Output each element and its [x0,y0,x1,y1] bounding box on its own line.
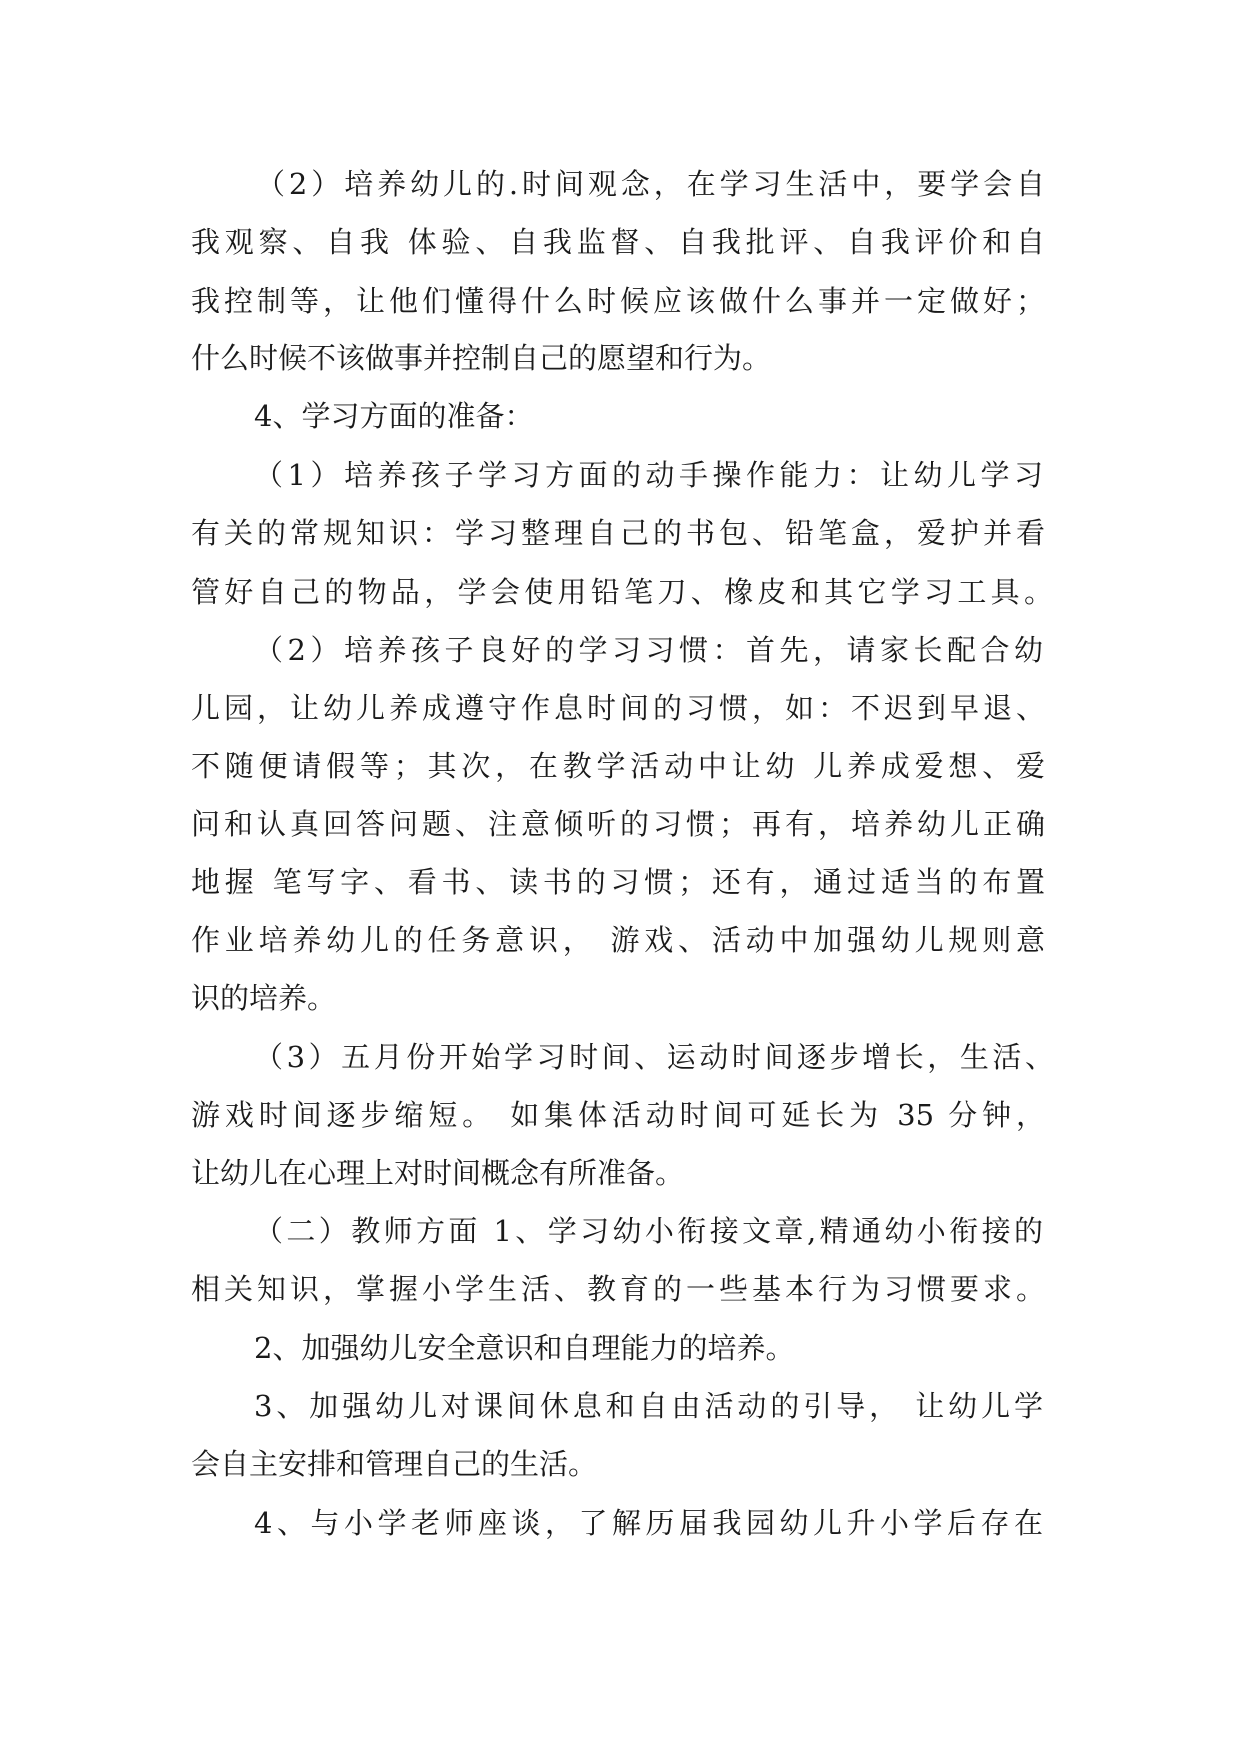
paragraph-line: （3）五月份开始学习时间、运动时间逐步增长，生活、 [254,1040,1054,1074]
paragraph-line: 不随便请假等；其次，在教学活动中让幼 儿养成爱想、爱 [191,749,1045,783]
paragraph-line: 我控制等，让他们懂得什么时候应该做什么事并一定做好； [191,284,1045,318]
paragraph-line: 3、加强幼儿对课间休息和自由活动的引导， 让幼儿学 [254,1389,1043,1423]
paragraph-line: （1）培养孩子学习方面的动手操作能力：让幼儿学习 [254,458,1043,492]
paragraph-line: 地握 笔写字、看书、读书的习惯；还有，通过适当的布置 [191,865,1045,899]
paragraph-line: 有关的常规知识：学习整理自己的书包、铅笔盒，爱护并看 [191,516,1045,550]
paragraph-line: （2）培养孩子良好的学习习惯：首先，请家长配合幼 [254,633,1043,667]
paragraph-line: 相关知识，掌握小学生活、教育的一些基本行为习惯要求。 [191,1272,1045,1306]
paragraph-line: 游戏时间逐步缩短。 如集体活动时间可延长为 35 分钟， [191,1098,1045,1132]
paragraph-line: 作业培养幼儿的任务意识， 游戏、活动中加强幼儿规则意 [191,923,1045,957]
paragraph-line: （二）教师方面 1、学习幼小衔接文章,精通幼小衔接的 [254,1214,1043,1248]
paragraph-line: 什么时候不该做事并控制自己的愿望和行为。 [191,341,772,375]
paragraph-line: 我观察、自我 体验、自我监督、自我批评、自我评价和自 [191,225,1045,259]
paragraph-line: 管好自己的物品，学会使用铅笔刀、橡皮和其它学习工具。 [191,575,1053,609]
paragraph-line: 问和认真回答问题、注意倾听的习惯；再有，培养幼儿正确 [191,807,1045,841]
section-heading: 4、学习方面的准备： [254,399,534,433]
paragraph-line: 儿园，让幼儿养成遵守作息时间的习惯，如：不迟到早退、 [191,691,1045,725]
paragraph-line: 2、加强幼儿安全意识和自理能力的培养。 [254,1331,795,1365]
paragraph-line: 4、与小学老师座谈，了解历届我园幼儿升小学后存在 [254,1506,1043,1540]
paragraph-line: 会自主安排和管理自己的生活。 [191,1447,598,1481]
paragraph-line: 让幼儿在心理上对时间概念有所准备。 [191,1156,685,1190]
paragraph-line: 识的培养。 [191,981,337,1015]
paragraph-line: （2）培养幼儿的.时间观念，在学习生活中，要学会自 [256,167,1045,201]
